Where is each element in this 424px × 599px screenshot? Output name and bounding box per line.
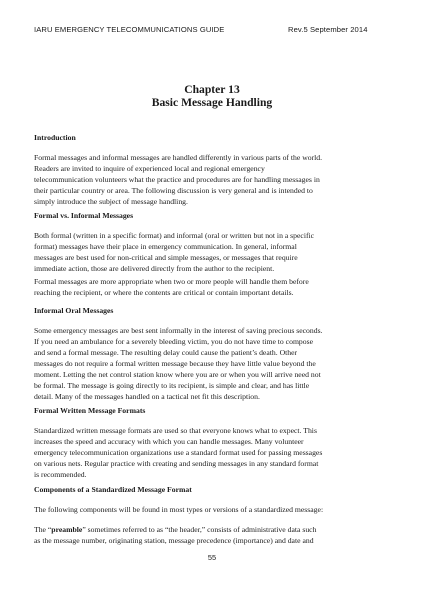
text-line: The following components will be found in most types or versions of a standardized message:	[34, 505, 324, 514]
paragraph-preamble	[34, 525, 394, 547]
preamble-term: preamble	[51, 525, 83, 534]
text-line: Formal messages are more appropriate when two or more people will handle them before	[34, 277, 309, 286]
section-heading-components: Components of a Standardized Message Format	[34, 485, 192, 494]
text-line: Some emergency messages are best sent informally in the interest of saving precious seconds.	[34, 326, 323, 335]
header-revision: Rev.5 September 2014	[288, 25, 368, 34]
paragraph-formal-vs-informal-2	[34, 277, 394, 299]
text-line: Both formal (written in a specific format) and informal (oral or written but not in a specific	[34, 231, 315, 240]
text-line: If you need an ambulance for a severely bleeding victim, you do not have time to compose	[34, 336, 314, 346]
text-line: is recommended.	[34, 469, 87, 479]
text-line: moment. Letting the net control station know where you are or when you will arrive need not	[34, 369, 321, 379]
text-line	[34, 525, 394, 536]
section-heading-informal-oral: Informal Oral Messages	[34, 306, 114, 315]
section-heading-introduction: Introduction	[34, 133, 76, 142]
paragraph-introduction	[34, 153, 394, 208]
text-line: emergency telecommunication organizations use a standard format used for passing messages	[34, 447, 323, 457]
text-line: as the message number, originating station, message precedence (importance) and date and	[34, 535, 314, 545]
paragraph-informal-oral	[34, 326, 394, 403]
text-line: Readers are invited to inquire of experienced local and regional emergency	[34, 163, 265, 173]
header-guide-title: IARU EMERGENCY TELECOMMUNICATIONS GUIDE	[34, 25, 225, 34]
text-line: on various nets. Regular practice with creating and sending messages in any standard format	[34, 458, 319, 468]
text-line: be formal. The message is going directly to its recipient, is simple and clear, and has little	[34, 380, 310, 390]
page-number: 55	[207, 553, 217, 562]
text-line: and send a formal message. The resulting delay could cause the patient’s death. Other	[34, 347, 298, 357]
text-line: messages do not require a formal written message because they have little value beyond the	[34, 358, 316, 368]
text-line: simply introduce the subject of message handling.	[34, 196, 188, 206]
section-heading-formal-written: Formal Written Message Formats	[34, 406, 146, 415]
text-line: format) messages have their place in emergency communication. In general, informal	[34, 241, 297, 251]
text-line: messages are best used for non-critical and simple messages, or messages that require	[34, 252, 298, 262]
text-line: their particular country or area. The following discussion is very general and is intended to	[34, 185, 313, 195]
text-line: Standardized written message formats are used so that everyone knows what to expect. This	[34, 426, 317, 435]
preamble-prefix: The “	[34, 525, 52, 534]
paragraph-formal-written	[34, 426, 394, 481]
chapter-title: Basic Message Handling	[151, 96, 273, 109]
text-line: Formal messages and informal messages are handled differently in various parts of the world.	[34, 153, 323, 162]
preamble-line1-rest: ” sometimes referred to as “the header,” consists of administrative data such	[82, 525, 317, 534]
section-heading-formal-vs-informal: Formal vs. Informal Messages	[34, 211, 134, 220]
text-line: immediate action, those are delivered directly from the author to the recipient.	[34, 263, 275, 273]
text-line: reaching the recipient, or where the contents are critical or contain important details.	[34, 287, 294, 297]
chapter-number: Chapter 13	[184, 83, 240, 96]
paragraph-formal-vs-informal-1	[34, 231, 394, 275]
text-line: increases the speed and accuracy with which you can handle messages. Many volunteer	[34, 436, 304, 446]
paragraph-components	[34, 505, 394, 516]
text-line: detail. Many of the messages handled on a tactical net fit this description.	[34, 391, 260, 401]
text-line: telecommunication volunteers what the practice and procedures are for handling messages in	[34, 174, 320, 184]
